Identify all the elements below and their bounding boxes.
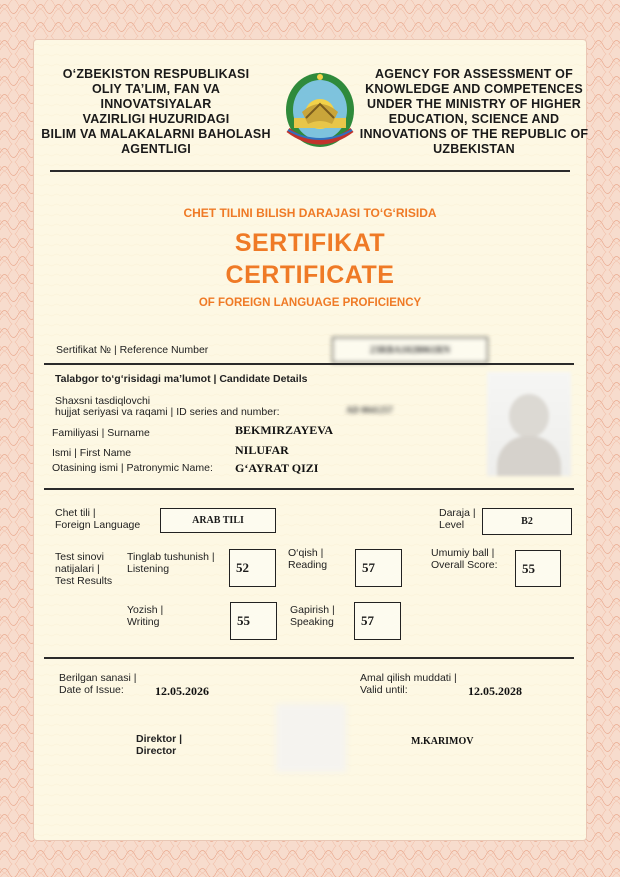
overall-label-2: Overall Score: <box>431 559 498 571</box>
patronymic-label: Otasining ismi | Patronymic Name: <box>52 462 213 474</box>
valid-until-value: 12.05.2028 <box>468 684 522 698</box>
header-right <box>358 67 590 157</box>
first-name-value: NILUFAR <box>235 443 289 457</box>
results-divider <box>44 657 574 659</box>
speaking-label-2: Speaking <box>290 616 334 628</box>
reference-label: Sertifikat № | Reference Number <box>56 344 209 356</box>
state-emblem-icon <box>282 68 358 150</box>
results-label-2: natijalari | <box>55 563 100 575</box>
header-left-line: AGENTLIGI <box>121 142 191 156</box>
header-left <box>40 67 272 157</box>
speaking-score-box: 57 <box>354 602 401 640</box>
director-label-2: Director <box>136 745 177 757</box>
surname-label: Familiyasi | Surname <box>52 427 150 439</box>
valid-until-label-2: Valid until: <box>360 684 408 696</box>
listening-label-1: Tinglab tushunish | <box>127 551 215 563</box>
header-divider <box>50 170 570 172</box>
header-right-line: UZBEKISTAN <box>433 142 515 156</box>
director-name: M.KARIMOV <box>411 736 474 747</box>
title-sub: OF FOREIGN LANGUAGE PROFICIENCY <box>198 297 422 309</box>
director-label-1: Direktor | <box>136 733 183 745</box>
candidate-heading: Talabgor to‘g‘risidagi ma’lumot | Candidate Details <box>55 373 308 385</box>
title-top: CHET TILINI BILISH DARAJASI TO‘G‘RISIDA <box>183 206 437 220</box>
level-label-1: Daraja | <box>439 507 476 519</box>
patronymic-value: G‘AYRAT QIZI <box>235 461 319 475</box>
issue-date-value: 12.05.2026 <box>155 684 209 698</box>
language-label-1: Chet tili | <box>55 507 96 519</box>
reading-label-2: Reading <box>288 559 328 571</box>
header-right-line: UNDER THE MINISTRY OF HIGHER <box>367 97 581 111</box>
signature-stamp <box>276 704 346 772</box>
overall-label-1: Umumiy ball | <box>431 547 495 559</box>
overall-score-box: 55 <box>515 550 561 587</box>
header-left-line: VAZIRLIGI HUZURIDAGI <box>82 112 230 126</box>
candidate-photo <box>487 372 571 476</box>
writing-label-1: Yozish | <box>127 604 164 616</box>
header-left-line: OLIY TA’LIM, FAN VA INNOVATSIYALAR <box>91 82 221 111</box>
title-certificate: CERTIFICATE <box>225 261 395 289</box>
speaking-label-1: Gapirish | <box>290 604 335 616</box>
header-left-line: BILIM VA MALAKALARNI BAHOLASH <box>41 127 271 141</box>
results-label-1: Test sinovi <box>55 551 105 563</box>
language-label-2: Foreign Language <box>55 519 141 531</box>
id-label-1: Shaxsni tasdiqlovchi <box>55 395 151 407</box>
listening-label-2: Listening <box>127 563 170 575</box>
header-right-line: EDUCATION, SCIENCE AND <box>388 112 560 126</box>
header-right-line: KNOWLEDGE AND COMPETENCES <box>365 82 583 96</box>
title-sertifikat: SERTIFIKAT <box>234 229 386 257</box>
reading-score-box: 57 <box>355 549 402 587</box>
listening-score-box: 52 <box>229 549 276 587</box>
surname-value: BEKMIRZAYEVA <box>235 423 334 437</box>
id-label-2: hujjat seriyasi va raqami | ID series and number: <box>55 406 280 418</box>
results-label-3: Test Results <box>55 575 113 587</box>
header-right-line: AGENCY FOR ASSESSMENT OF <box>375 67 573 81</box>
first-name-label: Ismi | First Name <box>52 447 132 459</box>
reading-label-1: O‘qish | <box>288 547 324 559</box>
candidate-divider <box>44 488 574 490</box>
issue-date-label-1: Berilgan sanasi | <box>59 672 137 684</box>
writing-label-2: Writing <box>127 616 160 628</box>
header-right-line: INNOVATIONS OF THE REPUBLIC OF <box>359 127 589 141</box>
valid-until-label-1: Amal qilish muddati | <box>360 672 457 684</box>
language-value-box: ARAB TILI <box>160 508 276 533</box>
id-value: AD 0041257 <box>346 405 393 415</box>
reference-number-box: 23RBA1028061RN <box>332 337 488 363</box>
issue-date-label-2: Date of Issue: <box>59 684 124 696</box>
writing-score-box: 55 <box>230 602 277 640</box>
level-label-2: Level <box>439 519 465 531</box>
reference-divider <box>44 363 574 365</box>
level-value-box: B2 <box>482 508 572 535</box>
header-left-line: O‘ZBEKISTON RESPUBLIKASI <box>62 67 250 81</box>
